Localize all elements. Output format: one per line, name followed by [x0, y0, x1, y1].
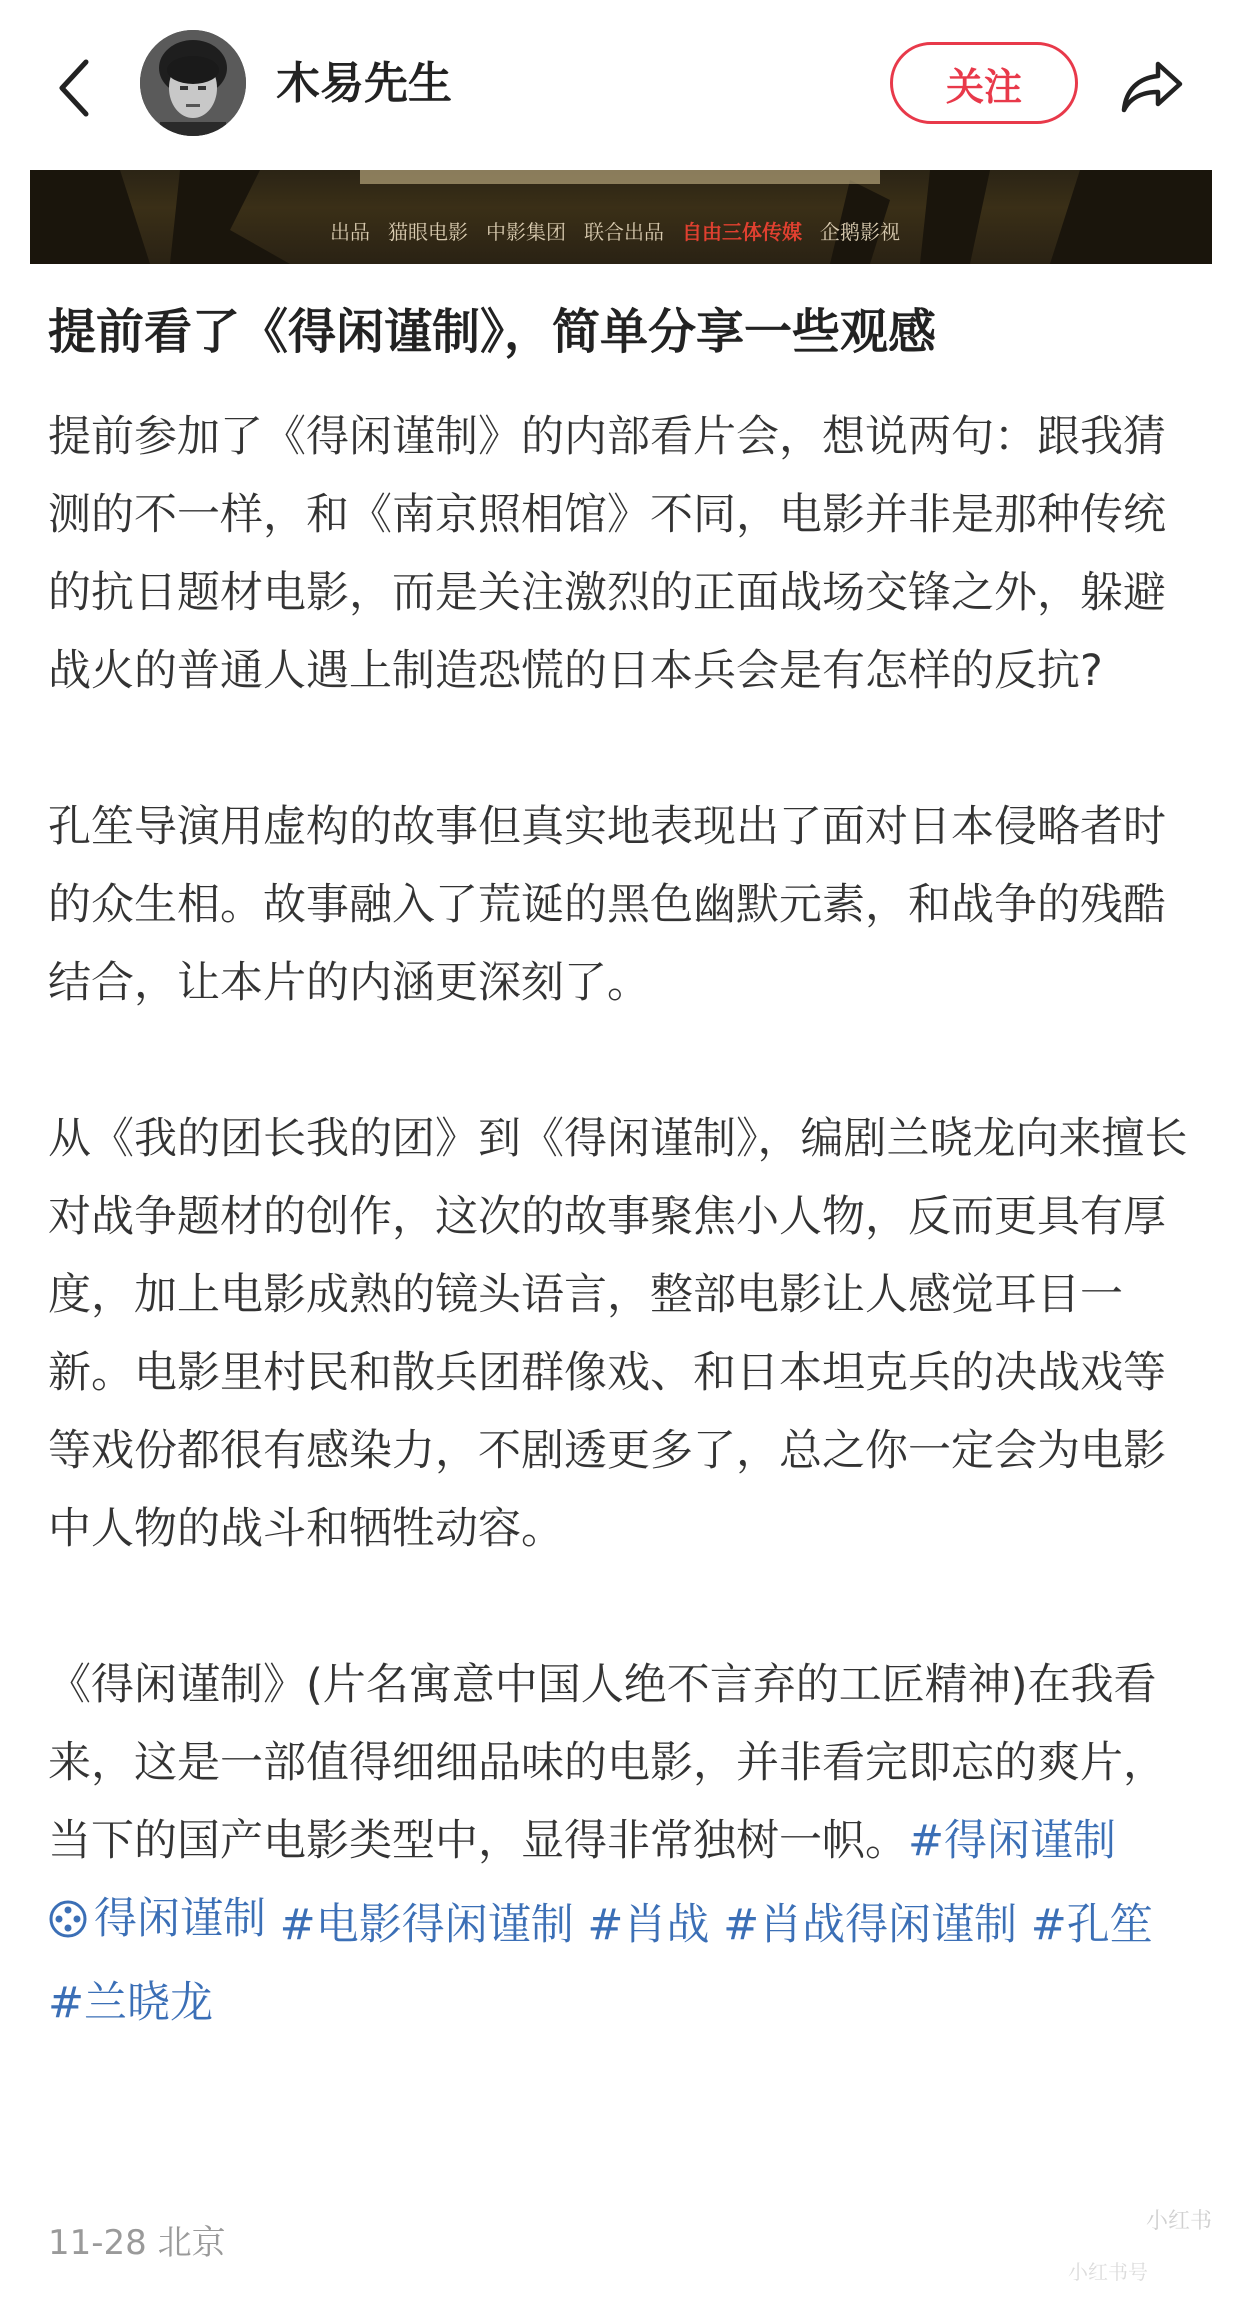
post-date-location: 11-28 北京	[48, 2223, 226, 2263]
hashtag-link[interactable]: #得闲谨制	[908, 1816, 1117, 1866]
banner-logos	[330, 216, 900, 245]
share-arrow-icon	[1118, 58, 1186, 114]
film-chip-link[interactable]	[48, 1880, 266, 1958]
post-paragraph-with-tags	[48, 1646, 1198, 2042]
back-button[interactable]	[44, 48, 104, 128]
chevron-left-icon	[54, 56, 94, 120]
film-chip-label: 得闲谨制	[94, 1894, 266, 1944]
hashtag-link[interactable]: #孔笙	[1030, 1900, 1153, 1950]
share-button[interactable]	[1114, 48, 1190, 124]
film-reel-icon	[48, 1899, 88, 1939]
hashtag-link[interactable]: #肖战	[587, 1900, 710, 1950]
post-paragraph: 《得闲谨制》(片名寓意中国人绝不言弃的工匠精神)在我看来，这是一部值得细细品味的电影，并非看完即忘的爽片，当下的国产电影类型中，显得非常独树一帜。	[48, 1660, 1166, 1866]
post-paragraph: 孔笙导演用虚构的故事但真实地表现出了面对日本侵略者时的众生相。故事融入了荒诞的黑色幽默元素，和战争的残酷结合，让本片的内涵更深刻了。	[48, 802, 1166, 1008]
post-paragraph: 提前参加了《得闲谨制》的内部看片会，想说两句：跟我猜测的不一样，和《南京照相馆》不同，电影并非是那种传统的抗日题材电影，而是关注激烈的正面战场交锋之外，躲避战火的普通人遇上制造恐慌的日本兵会是有怎样的反抗?	[48, 412, 1166, 696]
follow-button[interactable]: 关注	[890, 42, 1078, 124]
banner-logo: 联合出品	[584, 222, 664, 244]
top-bar	[0, 0, 1242, 170]
banner-logo: 自由三体传媒	[682, 222, 802, 244]
post-body	[48, 398, 1198, 2042]
hashtag-link[interactable]: #兰晓龙	[48, 1978, 214, 2028]
banner-logo: 出品	[330, 222, 370, 244]
banner-logo: 企鹅影视	[820, 222, 900, 244]
watermark-id: 小红书号	[1068, 2262, 1148, 2284]
post-title: 提前看了《得闲谨制》，简单分享一些观感	[48, 304, 937, 360]
banner-logo: 猫眼电影	[388, 222, 468, 244]
hashtag-link[interactable]: #电影得闲谨制	[279, 1900, 574, 1950]
banner-logo: 中影集团	[486, 222, 566, 244]
avatar[interactable]	[140, 30, 246, 136]
post-paragraph: 从《我的团长我的团》到《得闲谨制》，编剧兰晓龙向来擅长对战争题材的创作，这次的故事聚焦小人物，反而更具有厚度，加上电影成熟的镜头语言，整部电影让人感觉耳目一新。电影里村民和散兵团群像戏、和日本坦克兵的决战戏等等戏份都很有感染力，不剧透更多了，总之你一定会为电影中人物的战斗和牺牲动容。	[48, 1114, 1188, 1554]
username[interactable]: 木易先生	[276, 58, 452, 109]
post-image-banner[interactable]	[30, 170, 1212, 264]
hashtag-link[interactable]: #肖战得闲谨制	[723, 1900, 1018, 1950]
watermark: 小红书	[1146, 2208, 1213, 2233]
